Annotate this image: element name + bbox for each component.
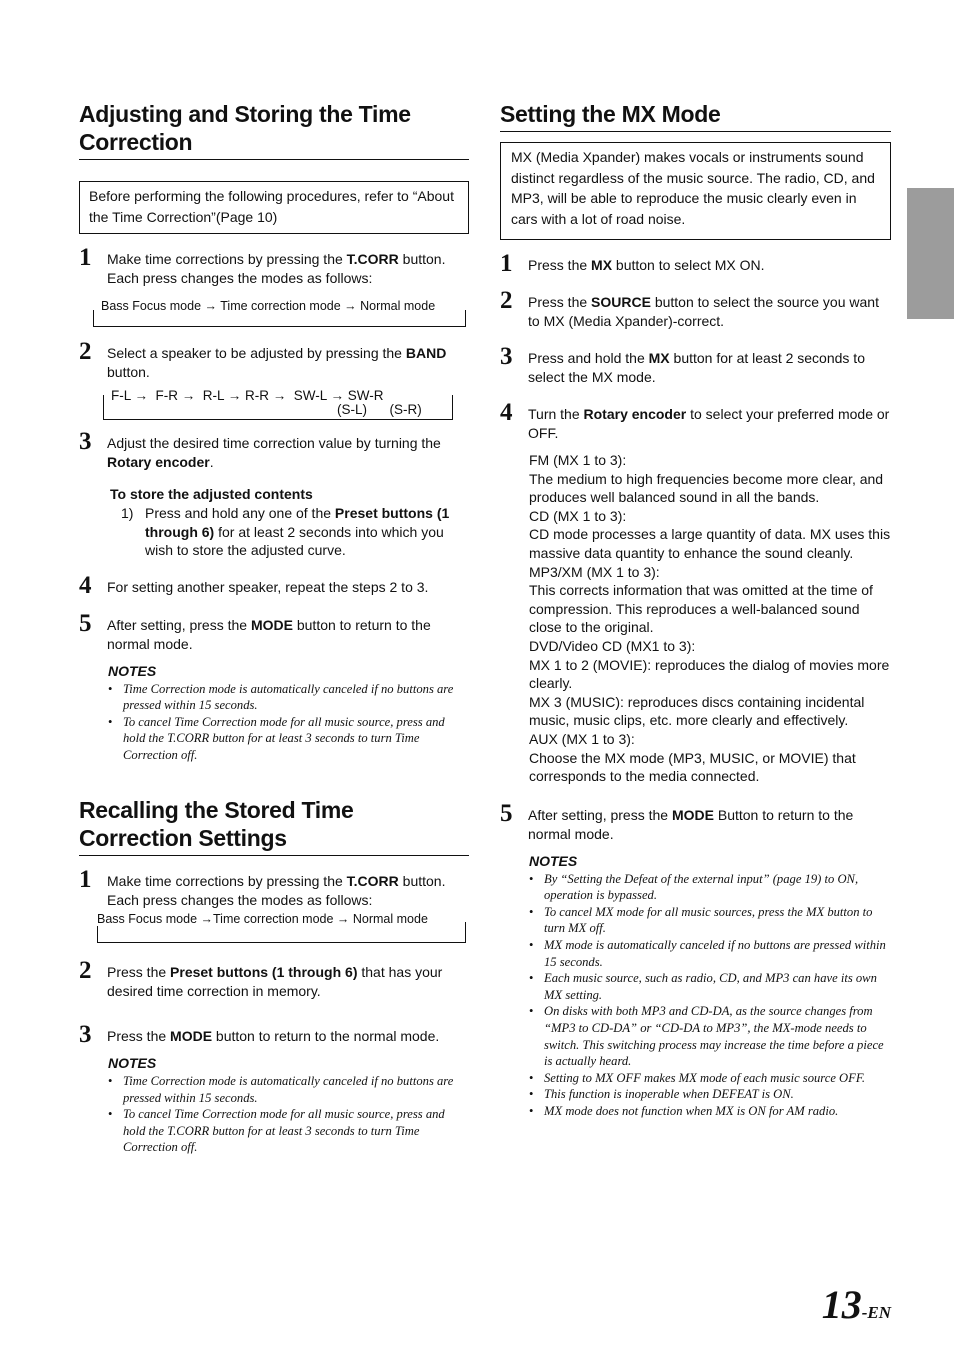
step-number: 1 [79, 866, 92, 893]
note-item: • To cancel Time Correction mode for all music source, press and hold the T.CORR button for at least 3 seconds to turn Time Correction off. [108, 714, 469, 764]
step-3: 3 Adjust the desired time correction value by turning the Rotary encoder. [79, 428, 441, 470]
mode-description: This corrects information that was omitted at the time of compression. This reproduces a well-balanced sound close to the original. [529, 582, 873, 636]
notes-heading: NOTES [108, 662, 157, 679]
reference-note-box: Before performing the following procedures, refer to “About the Time Correction”(Page 10) [79, 181, 469, 234]
step-number: 3 [79, 428, 92, 455]
mx-modes-list [529, 451, 891, 786]
note-item: • Setting to MX OFF makes MX mode of each music source OFF. [529, 1070, 891, 1087]
mode-label: MP3/XM (MX 1 to 3): [529, 563, 660, 580]
note-item: • Each music source, such as radio, CD, and MP3 can have its own MX setting. [529, 970, 891, 1003]
step-number: 1 [79, 244, 92, 271]
notes-block [108, 1055, 469, 1156]
step-4: 4 For setting another speaker, repeat the steps 2 to 3. [79, 571, 429, 599]
mode-description: Choose the MX mode (MP3, MUSIC, or MOVIE) that corresponds to the media connected. [529, 749, 856, 785]
note-item: • Time Correction mode is automatically canceled if no buttons are pressed within 15 seconds. [108, 681, 469, 714]
step-4: 4 Turn the Rotary encoder to select your preferred mode or OFF. [500, 399, 890, 441]
step-number: 5 [500, 799, 513, 827]
mode-label: CD (MX 1 to 3): [529, 507, 627, 524]
note-item: • On disks with both MP3 and CD-DA, as the source changes from “MP3 to CD-DA” or “CD-DA to MP3”, the MX-mode needs to switch. This switching process may increase the time before a piece is actually heard. [529, 1003, 891, 1069]
notes-block [529, 853, 891, 1120]
step-number: 2 [500, 287, 513, 314]
section-adjusting-time-correction [79, 100, 469, 763]
step-number: 4 [79, 571, 92, 599]
step-number: 5 [79, 609, 92, 637]
speaker-cycle-diagram: F-L → F-R → R-L → R-R → SW-L → SW-R (S-L) (S-R) [103, 388, 453, 422]
section-recalling-time-correction [79, 796, 469, 1156]
step-5: 5 After setting, press the MODE Button to return to the normal mode. [500, 799, 854, 842]
mode-cycle-diagram: Bass Focus mode → Time correction mode → Normal mode [93, 302, 469, 326]
mode-description: MX 1 to 2 (MOVIE): reproduces the dialog of movies more clearly. [529, 656, 890, 692]
note-item: • MX mode does not function when MX is ON for AM radio. [529, 1103, 891, 1120]
mode-label: AUX (MX 1 to 3): [529, 730, 635, 747]
step-1: 1 Press the MX button to select MX ON. [500, 250, 765, 277]
step-5: 5 After setting, press the MODE button to return to the normal mode. [79, 609, 431, 652]
step-3: 3 Press and hold the MX button for at least 2 seconds to select the MX mode. [500, 343, 865, 385]
step-2: 2 Select a speaker to be adjusted by pressing the BAND button. [79, 338, 447, 380]
mode-label: FM (MX 1 to 3): [529, 452, 627, 468]
mode-label: DVD/Video CD (MX1 to 3): [529, 637, 696, 654]
note-item: • By “Setting the Defeat of the external input” (page 19) to ON, operation is bypassed. [529, 871, 891, 904]
note-item: • Time Correction mode is automatically canceled if no buttons are pressed within 15 seconds. [108, 1073, 469, 1106]
step-2: 2 Press the Preset buttons (1 through 6) that has your desired time correction in memory. [79, 957, 443, 999]
section-title: Recalling the Stored Time Correction Settings [79, 796, 469, 856]
step-2: 2 Press the SOURCE button to select the source you want to MX (Media Xpander)-correct. [500, 287, 879, 329]
store-heading: To store the adjusted contents [110, 486, 313, 502]
step-number: 2 [79, 957, 92, 984]
mode-description: MX 3 (MUSIC): reproduces discs containing incidental music, music clips, etc. more clearly and effectively. [529, 693, 865, 729]
step-1: 1 Make time corrections by pressing the T.CORR button. Each press changes the modes as follows: [79, 244, 446, 286]
mode-description: CD mode processes a large quantity of data. MX uses this massive data quantity to enhance the sound cleanly. [529, 526, 891, 561]
step-number: 1 [500, 250, 513, 277]
step-1: 1 Make time corrections by pressing the T.CORR button. Each press changes the modes as follows: [79, 866, 446, 908]
notes-block [108, 663, 469, 764]
section-title: Adjusting and Storing the Time Correction [79, 100, 469, 160]
step-number: 3 [79, 1021, 92, 1048]
step-number: 4 [500, 399, 513, 426]
mx-description-box: MX (Media Xpander) makes vocals or instruments sound distinct regardless of the music source. The radio, CD, and MP3, will be able to reproduce the music clearly even in cars with a lot of road noise. [500, 142, 891, 240]
step-number: 2 [79, 338, 92, 365]
notes-heading: NOTES [529, 852, 578, 869]
step-number: 3 [500, 343, 513, 370]
notes-heading: NOTES [108, 1055, 157, 1071]
section-tab [907, 188, 954, 319]
page-number: 13-EN [821, 1282, 891, 1327]
section-mx-mode [500, 100, 891, 1120]
note-item: • To cancel MX mode for all music sources, press the MX button to turn MX off. [529, 904, 891, 937]
note-item: • This function is inoperable when DEFEAT is ON. [529, 1086, 891, 1103]
section-title: Setting the MX Mode [500, 100, 891, 132]
store-instruction: 1) Press and hold any one of the Preset buttons (1 through 6) for at least 2 seconds into which you wish to store the adjusted curve. [121, 505, 450, 558]
mode-cycle-diagram: Bass Focus mode →Time correction mode → Normal mode [97, 914, 469, 938]
note-item: • MX mode is automatically canceled if no buttons are pressed within 15 seconds. [529, 937, 891, 970]
step-3: 3 Press the MODE button to return to the normal mode. [79, 1021, 440, 1048]
mode-description: The medium to high frequencies become more clear, and produces well balanced sound in all the bands. [529, 470, 884, 506]
note-item: • To cancel Time Correction mode for all music source, press and hold the T.CORR button for at least 3 seconds to turn Time Correction off. [108, 1106, 469, 1156]
